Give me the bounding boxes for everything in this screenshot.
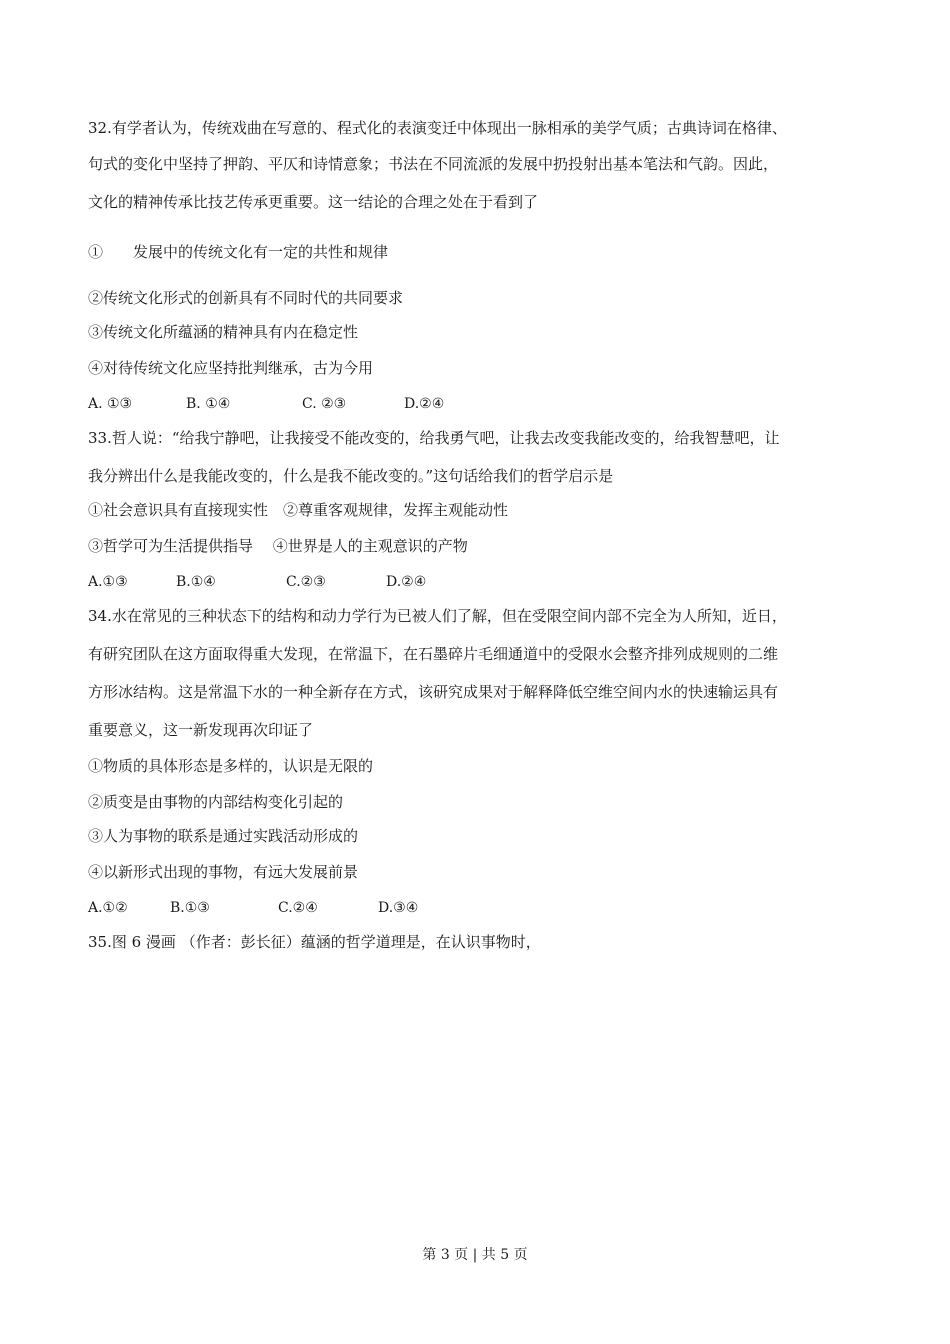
q32-stem-line-1: 32.有学者认为，传统戏曲在写意的、程式化的表演变迁中体现出一脉相承的美学气质；古典诗词在格律、 bbox=[88, 119, 787, 137]
q33-option-d: D.②④ bbox=[386, 574, 427, 590]
q34-option-d: D.③④ bbox=[378, 900, 419, 916]
q34-stem-line-2: 有研究团队在这方面取得重大发现，在常温下，在石墨碎片毛细通道中的受限水会整齐排列成规则的二维 bbox=[88, 645, 779, 663]
q33-stem-line-2: 我分辨出什么是我能改变的，什么是我不能改变的。”这句话给我们的哲学启示是 bbox=[88, 467, 614, 485]
q34-option-a: A.①② bbox=[88, 900, 128, 916]
q35-stem-line-1: 35.图 6 漫画 （作者：彭长征）蕴涵的哲学道理是，在认识事物时， bbox=[88, 933, 541, 951]
q32-stem-line-3: 文化的精神传承比技艺传承更重要。这一结论的合理之处在于看到了 bbox=[88, 193, 539, 211]
q34-item-1: ①物质的具体形态是多样的，认识是无限的 bbox=[88, 757, 374, 775]
q33-stem-line-1: 33.哲人说：“给我宁静吧，让我接受不能改变的，给我勇气吧，让我去改变我能改变的，给我智慧吧，让 bbox=[88, 429, 780, 447]
q33-option-c: C.②③ bbox=[286, 574, 326, 590]
q32-item-1: ① 发展中的传统文化有一定的共性和规律 bbox=[88, 243, 389, 261]
q34-item-3: ③人为事物的联系是通过实践活动形成的 bbox=[88, 827, 359, 845]
q33-items-line-1: ①社会意识具有直接现实性 ②尊重客观规律，发挥主观能动性 bbox=[88, 501, 509, 519]
q34-item-2: ②质变是由事物的内部结构变化引起的 bbox=[88, 793, 344, 811]
q32-option-b: B. ①④ bbox=[186, 396, 231, 412]
q33-items-line-2: ③哲学可为生活提供指导 ④世界是人的主观意识的产物 bbox=[88, 537, 468, 555]
q32-item-3: ③传统文化所蕴涵的精神具有内在稳定性 bbox=[88, 323, 359, 341]
q32-option-d: D.②④ bbox=[404, 396, 445, 412]
q33-option-a: A.①③ bbox=[88, 574, 128, 590]
q32-option-c: C. ②③ bbox=[302, 396, 347, 412]
q32-item-4: ④对待传统文化应坚持批判继承，古为今用 bbox=[88, 359, 374, 377]
page-footer: 第 3 页 | 共 5 页 bbox=[422, 1247, 528, 1263]
q34-stem-line-1: 34.水在常见的三种状态下的结构和动力学行为已被人们了解，但在受限空间内部不完全为人所知，近日， bbox=[88, 607, 787, 625]
q34-stem-line-4: 重要意义，这一新发现再次印证了 bbox=[88, 721, 314, 739]
q34-stem-line-3: 方形冰结构。这是常温下水的一种全新存在方式，该研究成果对于解释降低空维空间内水的快速输运具有 bbox=[88, 683, 779, 701]
q34-option-b: B.①③ bbox=[170, 900, 210, 916]
q32-option-a: A. ①③ bbox=[88, 396, 133, 412]
q32-item-2: ②传统文化形式的创新具有不同时代的共同要求 bbox=[88, 289, 404, 307]
q32-stem-line-2: 句式的变化中坚持了押韵、平仄和诗情意象；书法在不同流派的发展中扔投射出基本笔法和气韵。因此， bbox=[88, 155, 779, 173]
q34-option-c: C.②④ bbox=[278, 900, 318, 916]
q34-item-4: ④以新形式出现的事物，有远大发展前景 bbox=[88, 863, 359, 881]
q33-option-b: B.①④ bbox=[176, 574, 216, 590]
